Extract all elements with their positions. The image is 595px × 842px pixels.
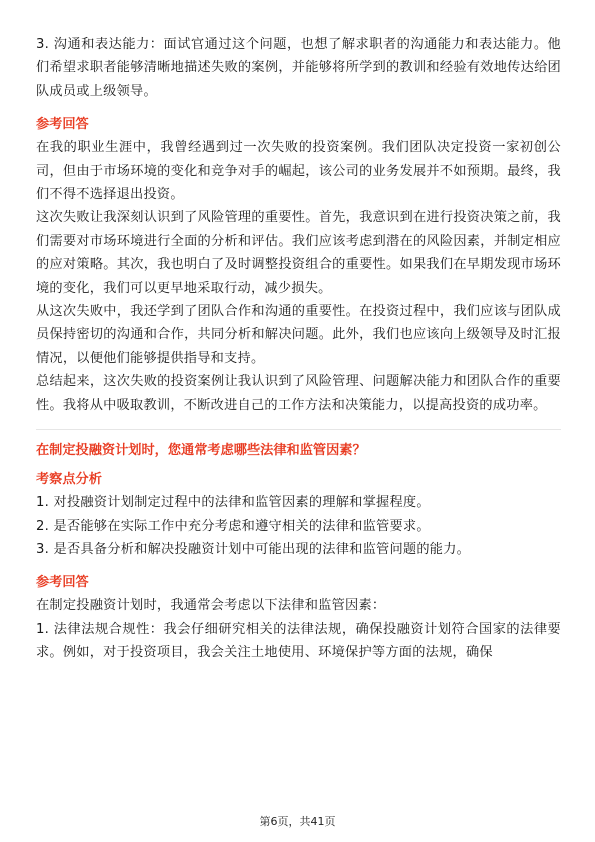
reference-answer-heading: 参考回答: [36, 117, 89, 133]
analysis-point: 3. 是否具备分析和解决投融资计划中可能出现的法律和监管问题的能力。: [36, 541, 471, 557]
section-divider: [36, 429, 561, 430]
analysis-heading: 考察点分析: [36, 472, 102, 488]
answer-paragraph: 在制定投融资计划时，我通常会考虑以下法律和监管因素：: [36, 598, 386, 614]
page-content: [36, 33, 561, 665]
analysis-point: 2. 是否能够在实际工作中充分考虑和遵守相关的法律和监管要求。: [36, 518, 430, 534]
question-title: 在制定投融资计划时，您通常考虑哪些法律和监管因素？: [36, 443, 366, 459]
answer-paragraph: 总结起来，这次失败的投资案例让我认识到了风险管理、问题解决能力和团队合作的重要性。我将从中吸取教训，不断改进自己的工作方法和决策能力，以提高投资的成功率。: [36, 374, 561, 413]
answer-paragraph: 这次失败让我深刻认识到了风险管理的重要性。首先，我意识到在进行投资决策之前，我们需要对市场环境进行全面的分析和评估。我们应该考虑到潜在的风险因素，并制定相应的应对策略。其次，我也明白了及时调整投资组合的重要性。如果我们在早期发现市场环境的变化，我们可以更早地采取行动，减少损失。: [36, 210, 561, 296]
page-number: 第6页，共41页: [259, 815, 336, 828]
answer-paragraph: 在我的职业生涯中，我曾经遇到过一次失败的投资案例。我们团队决定投资一家初创公司，但由于市场环境的变化和竞争对手的崛起，该公司的业务发展并不如预期。最终，我们不得不选择退出投资。: [36, 140, 561, 203]
analysis-point: 1. 对投融资计划制定过程中的法律和监管因素的理解和掌握程度。: [36, 495, 430, 511]
evaluation-point-3: 3. 沟通和表达能力：面试官通过这个问题，也想了解求职者的沟通能力和表达能力。他们希望求职者能够清晰地描述失败的案例，并能够将所学到的教训和经验有效地传达给团队成员或上级领导。: [36, 37, 561, 99]
answer-paragraph: 从这次失败中，我还学到了团队合作和沟通的重要性。在投资过程中，我们应该与团队成员保持密切的沟通和合作，共同分析和解决问题。此外，我们也应该向上级领导及时汇报情况，以便他们能够提供指导和支持。: [36, 304, 561, 366]
reference-answer-heading: 参考回答: [36, 575, 89, 591]
answer-paragraph: 1. 法律法规合规性：我会仔细研究相关的法律法规，确保投融资计划符合国家的法律要求。例如，对于投资项目，我会关注土地使用、环境保护等方面的法规，确保: [36, 621, 561, 661]
